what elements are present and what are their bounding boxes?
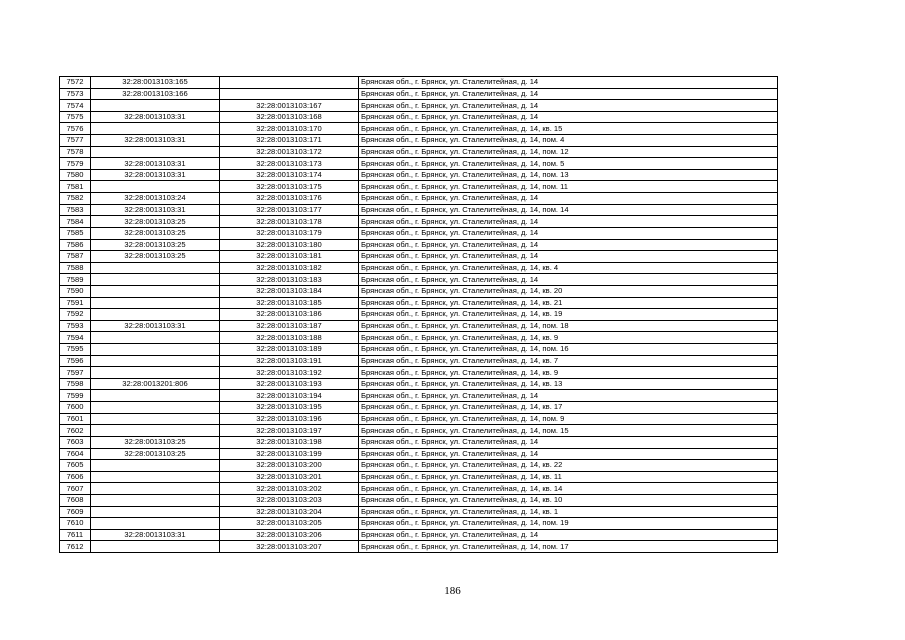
parent-cadastral-cell bbox=[91, 309, 220, 321]
parent-cadastral-cell bbox=[91, 367, 220, 379]
cadastral-number-cell: 32:28:0013103:199 bbox=[220, 448, 359, 460]
row-number-cell: 7591 bbox=[60, 297, 91, 309]
parent-cadastral-cell bbox=[91, 297, 220, 309]
cadastral-number-cell bbox=[220, 77, 359, 89]
parent-cadastral-cell: 32:28:0013103:165 bbox=[91, 77, 220, 89]
row-number-cell: 7586 bbox=[60, 239, 91, 251]
parent-cadastral-cell bbox=[91, 413, 220, 425]
parent-cadastral-cell bbox=[91, 181, 220, 193]
table-row bbox=[60, 227, 778, 239]
table-row bbox=[60, 494, 778, 506]
address-cell: Брянская обл., г. Брянск, ул. Сталелитейная, д. 14, пом. 11 bbox=[359, 181, 778, 193]
address-cell: Брянская обл., г. Брянск, ул. Сталелитейная, д. 14, кв. 10 bbox=[359, 494, 778, 506]
address-cell: Брянская обл., г. Брянск, ул. Сталелитейная, д. 14 bbox=[359, 100, 778, 112]
row-number-cell: 7599 bbox=[60, 390, 91, 402]
registry-body bbox=[60, 77, 778, 553]
row-number-cell: 7577 bbox=[60, 135, 91, 147]
row-number-cell: 7606 bbox=[60, 471, 91, 483]
table-row bbox=[60, 413, 778, 425]
parent-cadastral-cell: 32:28:0013103:31 bbox=[91, 320, 220, 332]
cadastral-number-cell: 32:28:0013103:200 bbox=[220, 460, 359, 472]
address-cell: Брянская обл., г. Брянск, ул. Сталелитейная, д. 14, кв. 19 bbox=[359, 309, 778, 321]
address-cell: Брянская обл., г. Брянск, ул. Сталелитейная, д. 14 bbox=[359, 448, 778, 460]
row-number-cell: 7601 bbox=[60, 413, 91, 425]
row-number-cell: 7607 bbox=[60, 483, 91, 495]
address-cell: Брянская обл., г. Брянск, ул. Сталелитейная, д. 14 bbox=[359, 274, 778, 286]
row-number-cell: 7584 bbox=[60, 216, 91, 228]
cadastral-number-cell: 32:28:0013103:196 bbox=[220, 413, 359, 425]
parent-cadastral-cell bbox=[91, 518, 220, 530]
row-number-cell: 7609 bbox=[60, 506, 91, 518]
table-row bbox=[60, 518, 778, 530]
cadastral-number-cell: 32:28:0013103:176 bbox=[220, 193, 359, 205]
table-row bbox=[60, 204, 778, 216]
parent-cadastral-cell: 32:28:0013103:31 bbox=[91, 204, 220, 216]
parent-cadastral-cell: 32:28:0013103:25 bbox=[91, 436, 220, 448]
row-number-cell: 7578 bbox=[60, 146, 91, 158]
row-number-cell: 7610 bbox=[60, 518, 91, 530]
cadastral-number-cell: 32:28:0013103:188 bbox=[220, 332, 359, 344]
table-row bbox=[60, 378, 778, 390]
parent-cadastral-cell: 32:28:0013103:25 bbox=[91, 448, 220, 460]
table-row bbox=[60, 483, 778, 495]
row-number-cell: 7580 bbox=[60, 169, 91, 181]
row-number-cell: 7576 bbox=[60, 123, 91, 135]
parent-cadastral-cell bbox=[91, 262, 220, 274]
row-number-cell: 7604 bbox=[60, 448, 91, 460]
table-row bbox=[60, 344, 778, 356]
cadastral-number-cell: 32:28:0013103:189 bbox=[220, 344, 359, 356]
parent-cadastral-cell bbox=[91, 402, 220, 414]
address-cell: Брянская обл., г. Брянск, ул. Сталелитейная, д. 14, пом. 18 bbox=[359, 320, 778, 332]
parent-cadastral-cell: 32:28:0013201:806 bbox=[91, 378, 220, 390]
parent-cadastral-cell: 32:28:0013103:31 bbox=[91, 529, 220, 541]
cadastral-number-cell: 32:28:0013103:201 bbox=[220, 471, 359, 483]
parent-cadastral-cell: 32:28:0013103:25 bbox=[91, 239, 220, 251]
cadastral-number-cell: 32:28:0013103:184 bbox=[220, 285, 359, 297]
table-row bbox=[60, 390, 778, 402]
table-row bbox=[60, 123, 778, 135]
table-row bbox=[60, 297, 778, 309]
parent-cadastral-cell bbox=[91, 494, 220, 506]
cadastral-number-cell: 32:28:0013103:168 bbox=[220, 111, 359, 123]
row-number-cell: 7611 bbox=[60, 529, 91, 541]
table-row bbox=[60, 146, 778, 158]
table-row bbox=[60, 181, 778, 193]
address-cell: Брянская обл., г. Брянск, ул. Сталелитейная, д. 14 bbox=[359, 77, 778, 89]
parent-cadastral-cell: 32:28:0013103:25 bbox=[91, 227, 220, 239]
address-cell: Брянская обл., г. Брянск, ул. Сталелитейная, д. 14, кв. 22 bbox=[359, 460, 778, 472]
cadastral-number-cell: 32:28:0013103:182 bbox=[220, 262, 359, 274]
cadastral-number-cell: 32:28:0013103:205 bbox=[220, 518, 359, 530]
address-cell: Брянская обл., г. Брянск, ул. Сталелитейная, д. 14, пом. 17 bbox=[359, 541, 778, 553]
parent-cadastral-cell: 32:28:0013103:166 bbox=[91, 88, 220, 100]
cadastral-number-cell: 32:28:0013103:173 bbox=[220, 158, 359, 170]
table-row bbox=[60, 367, 778, 379]
row-number-cell: 7590 bbox=[60, 285, 91, 297]
table-row bbox=[60, 135, 778, 147]
address-cell: Брянская обл., г. Брянск, ул. Сталелитейная, д. 14, кв. 13 bbox=[359, 378, 778, 390]
table-row bbox=[60, 77, 778, 89]
address-cell: Брянская обл., г. Брянск, ул. Сталелитейная, д. 14 bbox=[359, 193, 778, 205]
parent-cadastral-cell bbox=[91, 274, 220, 286]
address-cell: Брянская обл., г. Брянск, ул. Сталелитейная, д. 14 bbox=[359, 390, 778, 402]
parent-cadastral-cell bbox=[91, 541, 220, 553]
row-number-cell: 7592 bbox=[60, 309, 91, 321]
parent-cadastral-cell: 32:28:0013103:31 bbox=[91, 158, 220, 170]
row-number-cell: 7587 bbox=[60, 251, 91, 263]
parent-cadastral-cell: 32:28:0013103:25 bbox=[91, 216, 220, 228]
parent-cadastral-cell: 32:28:0013103:31 bbox=[91, 111, 220, 123]
table-row bbox=[60, 436, 778, 448]
address-cell: Брянская обл., г. Брянск, ул. Сталелитейная, д. 14, пом. 15 bbox=[359, 425, 778, 437]
cadastral-number-cell: 32:28:0013103:185 bbox=[220, 297, 359, 309]
address-cell: Брянская обл., г. Брянск, ул. Сталелитейная, д. 14, кв. 7 bbox=[359, 355, 778, 367]
cadastral-number-cell: 32:28:0013103:178 bbox=[220, 216, 359, 228]
address-cell: Брянская обл., г. Брянск, ул. Сталелитейная, д. 14, пом. 5 bbox=[359, 158, 778, 170]
table-row bbox=[60, 158, 778, 170]
row-number-cell: 7589 bbox=[60, 274, 91, 286]
cadastral-number-cell: 32:28:0013103:170 bbox=[220, 123, 359, 135]
address-cell: Брянская обл., г. Брянск, ул. Сталелитейная, д. 14 bbox=[359, 111, 778, 123]
parent-cadastral-cell bbox=[91, 390, 220, 402]
address-cell: Брянская обл., г. Брянск, ул. Сталелитейная, д. 14, кв. 14 bbox=[359, 483, 778, 495]
table-row bbox=[60, 320, 778, 332]
parent-cadastral-cell bbox=[91, 123, 220, 135]
parent-cadastral-cell bbox=[91, 471, 220, 483]
cadastral-number-cell: 32:28:0013103:195 bbox=[220, 402, 359, 414]
cadastral-number-cell: 32:28:0013103:171 bbox=[220, 135, 359, 147]
address-cell: Брянская обл., г. Брянск, ул. Сталелитейная, д. 14, кв. 15 bbox=[359, 123, 778, 135]
registry-table bbox=[59, 76, 778, 553]
row-number-cell: 7585 bbox=[60, 227, 91, 239]
row-number-cell: 7582 bbox=[60, 193, 91, 205]
table-row bbox=[60, 355, 778, 367]
row-number-cell: 7575 bbox=[60, 111, 91, 123]
table-row bbox=[60, 88, 778, 100]
row-number-cell: 7602 bbox=[60, 425, 91, 437]
table-row bbox=[60, 471, 778, 483]
row-number-cell: 7598 bbox=[60, 378, 91, 390]
table-row bbox=[60, 193, 778, 205]
row-number-cell: 7603 bbox=[60, 436, 91, 448]
parent-cadastral-cell bbox=[91, 483, 220, 495]
parent-cadastral-cell bbox=[91, 100, 220, 112]
parent-cadastral-cell: 32:28:0013103:31 bbox=[91, 135, 220, 147]
address-cell: Брянская обл., г. Брянск, ул. Сталелитейная, д. 14, пом. 14 bbox=[359, 204, 778, 216]
row-number-cell: 7594 bbox=[60, 332, 91, 344]
row-number-cell: 7581 bbox=[60, 181, 91, 193]
cadastral-number-cell: 32:28:0013103:202 bbox=[220, 483, 359, 495]
row-number-cell: 7597 bbox=[60, 367, 91, 379]
address-cell: Брянская обл., г. Брянск, ул. Сталелитейная, д. 14, кв. 17 bbox=[359, 402, 778, 414]
cadastral-number-cell: 32:28:0013103:193 bbox=[220, 378, 359, 390]
row-number-cell: 7572 bbox=[60, 77, 91, 89]
row-number-cell: 7612 bbox=[60, 541, 91, 553]
cadastral-number-cell: 32:28:0013103:180 bbox=[220, 239, 359, 251]
cadastral-number-cell: 32:28:0013103:207 bbox=[220, 541, 359, 553]
parent-cadastral-cell bbox=[91, 344, 220, 356]
parent-cadastral-cell bbox=[91, 285, 220, 297]
address-cell: Брянская обл., г. Брянск, ул. Сталелитейная, д. 14, кв. 11 bbox=[359, 471, 778, 483]
parent-cadastral-cell: 32:28:0013103:31 bbox=[91, 169, 220, 181]
table-row bbox=[60, 169, 778, 181]
cadastral-number-cell: 32:28:0013103:206 bbox=[220, 529, 359, 541]
cadastral-number-cell bbox=[220, 88, 359, 100]
row-number-cell: 7579 bbox=[60, 158, 91, 170]
row-number-cell: 7583 bbox=[60, 204, 91, 216]
table-row bbox=[60, 239, 778, 251]
cadastral-number-cell: 32:28:0013103:192 bbox=[220, 367, 359, 379]
table-row bbox=[60, 460, 778, 472]
table-row bbox=[60, 425, 778, 437]
cadastral-number-cell: 32:28:0013103:187 bbox=[220, 320, 359, 332]
row-number-cell: 7595 bbox=[60, 344, 91, 356]
address-cell: Брянская обл., г. Брянск, ул. Сталелитейная, д. 14 bbox=[359, 436, 778, 448]
row-number-cell: 7573 bbox=[60, 88, 91, 100]
table-row bbox=[60, 251, 778, 263]
table-row bbox=[60, 100, 778, 112]
address-cell: Брянская обл., г. Брянск, ул. Сталелитейная, д. 14, пом. 13 bbox=[359, 169, 778, 181]
table-row bbox=[60, 309, 778, 321]
address-cell: Брянская обл., г. Брянск, ул. Сталелитейная, д. 14, кв. 9 bbox=[359, 367, 778, 379]
cadastral-number-cell: 32:28:0013103:167 bbox=[220, 100, 359, 112]
cadastral-number-cell: 32:28:0013103:194 bbox=[220, 390, 359, 402]
cadastral-number-cell: 32:28:0013103:181 bbox=[220, 251, 359, 263]
cadastral-number-cell: 32:28:0013103:177 bbox=[220, 204, 359, 216]
row-number-cell: 7574 bbox=[60, 100, 91, 112]
address-cell: Брянская обл., г. Брянск, ул. Сталелитейная, д. 14, кв. 21 bbox=[359, 297, 778, 309]
row-number-cell: 7608 bbox=[60, 494, 91, 506]
table-row bbox=[60, 402, 778, 414]
parent-cadastral-cell bbox=[91, 355, 220, 367]
cadastral-number-cell: 32:28:0013103:204 bbox=[220, 506, 359, 518]
address-cell: Брянская обл., г. Брянск, ул. Сталелитейная, д. 14, кв. 9 bbox=[359, 332, 778, 344]
table-row bbox=[60, 216, 778, 228]
parent-cadastral-cell: 32:28:0013103:25 bbox=[91, 251, 220, 263]
cadastral-number-cell: 32:28:0013103:203 bbox=[220, 494, 359, 506]
address-cell: Брянская обл., г. Брянск, ул. Сталелитейная, д. 14 bbox=[359, 239, 778, 251]
parent-cadastral-cell bbox=[91, 506, 220, 518]
table-row bbox=[60, 529, 778, 541]
row-number-cell: 7600 bbox=[60, 402, 91, 414]
cadastral-number-cell: 32:28:0013103:197 bbox=[220, 425, 359, 437]
table-row bbox=[60, 506, 778, 518]
row-number-cell: 7588 bbox=[60, 262, 91, 274]
table-row bbox=[60, 448, 778, 460]
table-row bbox=[60, 285, 778, 297]
row-number-cell: 7605 bbox=[60, 460, 91, 472]
address-cell: Брянская обл., г. Брянск, ул. Сталелитейная, д. 14, пом. 12 bbox=[359, 146, 778, 158]
table-row bbox=[60, 332, 778, 344]
address-cell: Брянская обл., г. Брянск, ул. Сталелитейная, д. 14 bbox=[359, 227, 778, 239]
address-cell: Брянская обл., г. Брянск, ул. Сталелитейная, д. 14, пом. 16 bbox=[359, 344, 778, 356]
address-cell: Брянская обл., г. Брянск, ул. Сталелитейная, д. 14, кв. 1 bbox=[359, 506, 778, 518]
parent-cadastral-cell bbox=[91, 146, 220, 158]
table-row bbox=[60, 274, 778, 286]
address-cell: Брянская обл., г. Брянск, ул. Сталелитейная, д. 14 bbox=[359, 251, 778, 263]
address-cell: Брянская обл., г. Брянск, ул. Сталелитейная, д. 14, пом. 4 bbox=[359, 135, 778, 147]
address-cell: Брянская обл., г. Брянск, ул. Сталелитейная, д. 14 bbox=[359, 216, 778, 228]
row-number-cell: 7593 bbox=[60, 320, 91, 332]
table-row bbox=[60, 541, 778, 553]
cadastral-number-cell: 32:28:0013103:174 bbox=[220, 169, 359, 181]
address-cell: Брянская обл., г. Брянск, ул. Сталелитейная, д. 14 bbox=[359, 529, 778, 541]
address-cell: Брянская обл., г. Брянск, ул. Сталелитейная, д. 14, пом. 9 bbox=[359, 413, 778, 425]
cadastral-number-cell: 32:28:0013103:175 bbox=[220, 181, 359, 193]
parent-cadastral-cell bbox=[91, 332, 220, 344]
address-cell: Брянская обл., г. Брянск, ул. Сталелитейная, д. 14 bbox=[359, 88, 778, 100]
row-number-cell: 7596 bbox=[60, 355, 91, 367]
parent-cadastral-cell bbox=[91, 425, 220, 437]
cadastral-number-cell: 32:28:0013103:198 bbox=[220, 436, 359, 448]
table-row bbox=[60, 262, 778, 274]
parent-cadastral-cell bbox=[91, 460, 220, 472]
cadastral-number-cell: 32:28:0013103:183 bbox=[220, 274, 359, 286]
table-row bbox=[60, 111, 778, 123]
cadastral-number-cell: 32:28:0013103:186 bbox=[220, 309, 359, 321]
cadastral-number-cell: 32:28:0013103:179 bbox=[220, 227, 359, 239]
cadastral-number-cell: 32:28:0013103:172 bbox=[220, 146, 359, 158]
address-cell: Брянская обл., г. Брянск, ул. Сталелитейная, д. 14, пом. 19 bbox=[359, 518, 778, 530]
parent-cadastral-cell: 32:28:0013103:24 bbox=[91, 193, 220, 205]
address-cell: Брянская обл., г. Брянск, ул. Сталелитейная, д. 14, кв. 20 bbox=[359, 285, 778, 297]
cadastral-number-cell: 32:28:0013103:191 bbox=[220, 355, 359, 367]
page-number: 186 bbox=[444, 585, 461, 597]
address-cell: Брянская обл., г. Брянск, ул. Сталелитейная, д. 14, кв. 4 bbox=[359, 262, 778, 274]
